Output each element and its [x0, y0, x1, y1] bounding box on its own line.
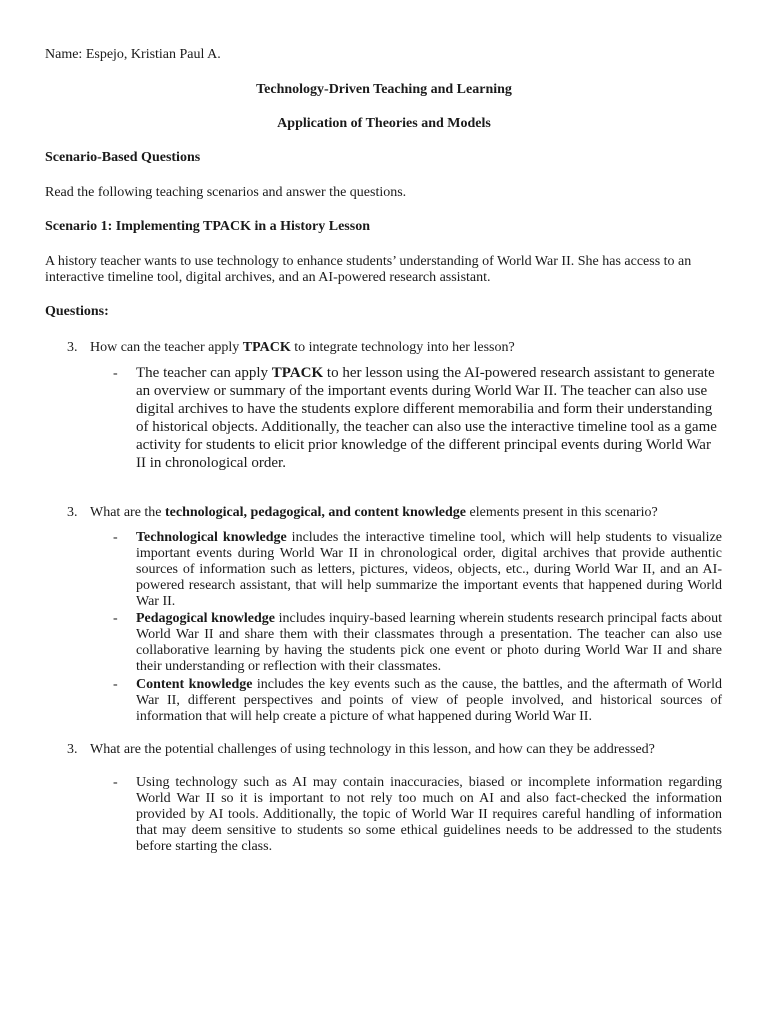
- answer-2a-bullet: -: [113, 530, 118, 545]
- answer-2b-text: includes inquiry-based learning wherein students research principal facts about World War II and share them with their classmates through a presentation. The teacher can also use collaborative learning by having the students pick one event or photo during World War II and share their understanding or reflection with their classmates.: [136, 611, 722, 674]
- question-3-number: 3.: [67, 742, 78, 757]
- section-heading: Scenario-Based Questions: [45, 150, 201, 165]
- question-2-keyword: technological, pedagogical, and content knowledge: [165, 505, 467, 520]
- document-subtitle: Application of Theories and Models: [277, 116, 491, 131]
- answer-1-keyword: TPACK: [271, 365, 324, 381]
- question-1-text-end: to integrate technology into her lesson?: [290, 340, 515, 355]
- answer-2c: [136, 677, 722, 725]
- answer-2c-label: Content knowledge: [136, 677, 253, 692]
- question-2-text: [90, 505, 658, 521]
- scenario-title: Scenario 1: Implementing TPACK in a History Lesson: [45, 219, 370, 234]
- answer-2b: [136, 611, 722, 675]
- answer-2a: [136, 530, 722, 610]
- question-2-number: 3.: [67, 505, 78, 520]
- scenario-description: A history teacher wants to use technology to enhance students’ understanding of World War II. She has access to an interactive timeline tool, digital archives, and an AI-powered research assistant.: [45, 254, 692, 285]
- answer-1-start: The teacher can apply: [136, 365, 272, 381]
- question-1-text: [90, 340, 515, 356]
- answer-2a-label: Technological knowledge: [136, 530, 287, 545]
- question-1-number: 3.: [67, 340, 78, 355]
- student-name: Name: Espejo, Kristian Paul A.: [45, 47, 221, 62]
- question-3-text: What are the potential challenges of using technology in this lesson, and how can they be addressed?: [90, 742, 655, 757]
- answer-2b-bullet: -: [113, 611, 118, 626]
- question-2-text-start: What are the: [90, 505, 166, 520]
- questions-heading: Questions:: [45, 304, 109, 319]
- question-1-text-start: How can the teacher apply: [90, 340, 243, 355]
- answer-1-rest: to her lesson using the AI-powered research assistant to generate an overview or summary of the important events during World War II. The teacher can also use digital archives to have the students explore different memorabilia and form their understanding of historical objects. Additionally, the teacher can also use the interactive timeline tool as a game activity for students to elicit prior knowledge of the different principal events during World War II in chronological order.: [136, 365, 717, 471]
- answer-3: Using technology such as AI may contain inaccuracies, biased or incomplete information regarding World War II so it is important to not rely too much on AI and also fact-checked the information provided by AI tools. Additionally, the topic of World War II requires careful handling of information that may deem sensitive to students so some ethical guidelines needs to be addressed to the students before starting the class.: [136, 775, 722, 854]
- answer-1-bullet: -: [113, 366, 118, 381]
- answer-3-bullet: -: [113, 775, 118, 790]
- answer-2c-text: includes the key events such as the cause, the battles, and the aftermath of World War II, different perspectives and points of view of people involved, and historical sources of information that will help create a picture of what happened during World War II.: [136, 677, 722, 724]
- instruction-text: Read the following teaching scenarios and answer the questions.: [45, 185, 407, 200]
- answer-2a-text: includes the interactive timeline tool, which will help students to visualize important events during World War II in chronological order, digital archives that provide authentic sources of information such as letters, pictures, videos, objects, etc., during World War II, and an AI-powered research assistant, that will help summarize the important events that happened during World War II.: [136, 530, 722, 609]
- question-2-text-end: elements present in this scenario?: [466, 505, 658, 520]
- answer-2c-bullet: -: [113, 677, 118, 692]
- answer-2b-label: Pedagogical knowledge: [136, 611, 275, 626]
- document-title: Technology-Driven Teaching and Learning: [256, 82, 512, 97]
- answer-1: [136, 364, 722, 472]
- question-1-keyword: TPACK: [242, 340, 291, 355]
